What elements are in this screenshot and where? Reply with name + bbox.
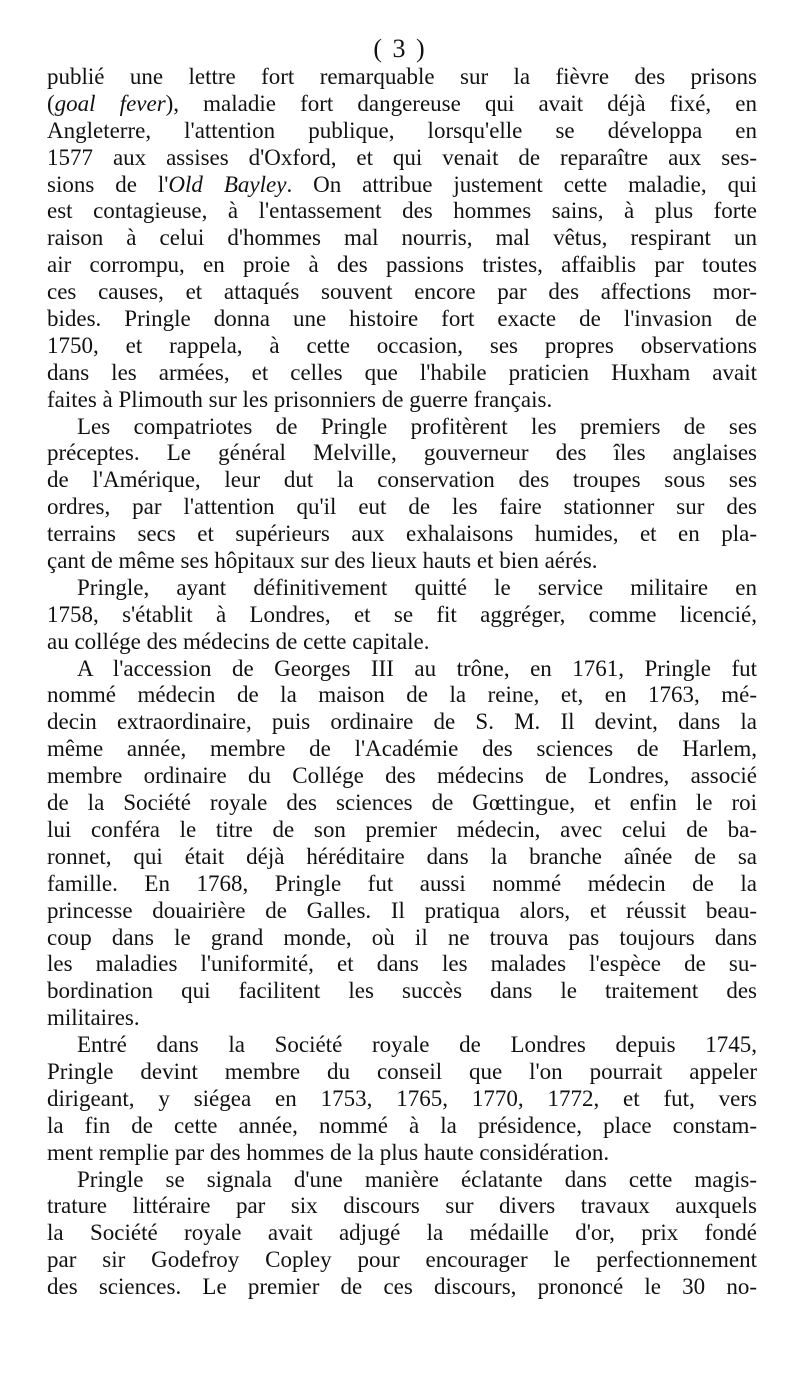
text-line: raison à celui d'hommes mal nourris, mal vêtus, respirant un — [47, 225, 757, 251]
text-line: ordres, par l'attention qu'il eut de les faire stationner sur des — [47, 494, 757, 520]
text-line: dirigeant, y siégea en 1753, 1765, 1770, 1772, et fut, vers — [47, 1085, 757, 1111]
text-line: nommé médecin de la maison de la reine, et, en 1763, mé- — [47, 682, 757, 708]
text-line: ronnet, qui était déjà héréditaire dans la branche aînée de sa — [47, 843, 757, 869]
text-line: de la Société royale des sciences de Gœttingue, et enfin le roi — [47, 790, 757, 816]
text-line: coup dans le grand monde, où il ne trouva pas toujours dans — [47, 924, 757, 950]
text-line: membre ordinaire du Collége des médecins de Londres, associé — [47, 763, 757, 789]
italic-title: Old Bayley — [168, 171, 287, 197]
text-line: Angleterre, l'attention publique, lorsqu'elle se développa en — [47, 117, 757, 143]
text-line: ment remplie par des hommes de la plus haute considération. — [47, 1139, 610, 1165]
paragraph — [47, 64, 757, 414]
text-line: militaires. — [47, 1005, 140, 1031]
text-line: 1750, et rappela, à cette occasion, ses propres observations — [47, 332, 757, 358]
text-line: Pringle, ayant définitivement quitté le service militaire en — [77, 574, 757, 600]
text-line: Pringle se signala d'une manière éclatante dans cette magis- — [77, 1166, 757, 1192]
text-line: famille. En 1768, Pringle fut aussi nommé médecin de la — [47, 870, 757, 896]
text-line: la fin de cette année, nommé à la présidence, place constam- — [47, 1112, 757, 1138]
text-line: Les compatriotes de Pringle profitèrent les premiers de ses — [77, 413, 757, 439]
text-line: decin extraordinaire, puis ordinaire de S. M. Il devint, dans la — [47, 709, 757, 735]
text-line: faites à Plimouth sur les prisonniers de guerre français. — [47, 386, 553, 412]
text-line: trature littéraire par six discours sur divers travaux auxquels — [47, 1193, 757, 1219]
text-line: publié une lettre fort remarquable sur la fièvre des prisons — [47, 64, 757, 89]
text-line: air corrompu, en proie à des passions tristes, affaiblis par toutes — [47, 252, 757, 278]
text-line: bordination qui facilitent les succès dans le traitement des — [47, 978, 757, 1004]
text-line: ces causes, et attaqués souvent encore par des affections mor- — [47, 279, 757, 305]
text-line: par sir Godefroy Copley pour encourager le perfectionnement — [47, 1247, 757, 1273]
paragraph — [47, 1167, 757, 1301]
text-line: des sciences. Le premier de ces discours, prononcé le 30 no- — [47, 1274, 757, 1300]
text-line: lui conféra le titre de son premier médecin, avec celui de ba- — [47, 816, 757, 842]
text-line: dans les armées, et celles que l'habile praticien Huxham avait — [47, 359, 757, 385]
text-line: Entré dans la Société royale de Londres depuis 1745, — [77, 1032, 757, 1058]
text-line: au collége des médecins de cette capitale. — [47, 628, 430, 654]
body-text — [47, 64, 757, 1301]
text-line: çant de même ses hôpitaux sur des lieux hauts et bien aérés. — [47, 548, 598, 574]
text-line: terrains secs et supérieurs aux exhalaisons humides, et en pla- — [47, 521, 757, 547]
text-line: 1758, s'établit à Londres, et se fit aggréger, comme licencié, — [47, 601, 757, 627]
text-line: princesse douairière de Galles. Il pratiqua alors, et réussit beau- — [47, 897, 757, 923]
text-line: les maladies l'uniformité, et dans les malades l'espèce de su- — [47, 951, 757, 977]
text-line: Pringle devint membre du conseil que l'on pourrait appeler — [47, 1058, 757, 1084]
text-line: A l'accession de Georges III au trône, en 1761, Pringle fut — [77, 655, 757, 681]
text-line: de l'Amérique, leur dut la conservation des troupes sous ses — [47, 467, 757, 493]
paragraph — [47, 575, 757, 656]
italic-title: goal fever — [54, 90, 166, 116]
text-line: est contagieuse, à l'entassement des hommes sains, à plus forte — [47, 198, 757, 224]
page-number: ( 3 ) — [373, 34, 427, 63]
text-line: bides. Pringle donna une histoire fort exacte de l'invasion de — [47, 306, 757, 332]
paragraph — [47, 1032, 757, 1166]
paragraph — [47, 656, 757, 1032]
text-line: la Société royale avait adjugé la médaille d'or, prix fondé — [47, 1220, 757, 1246]
text-line: sions de l'Old Bayley. On attribue justement cette maladie, qui — [47, 171, 757, 197]
text-line: même année, membre de l'Académie des sciences de Harlem, — [47, 736, 757, 762]
text-line: préceptes. Le général Melville, gouverneur des îles anglaises — [47, 440, 757, 466]
paragraph — [47, 414, 757, 575]
text-line: (goal fever), maladie fort dangereuse qui avait déjà fixé, en — [47, 90, 757, 116]
text-line: 1577 aux assises d'Oxford, et qui venait de reparaître aux ses- — [47, 144, 757, 170]
